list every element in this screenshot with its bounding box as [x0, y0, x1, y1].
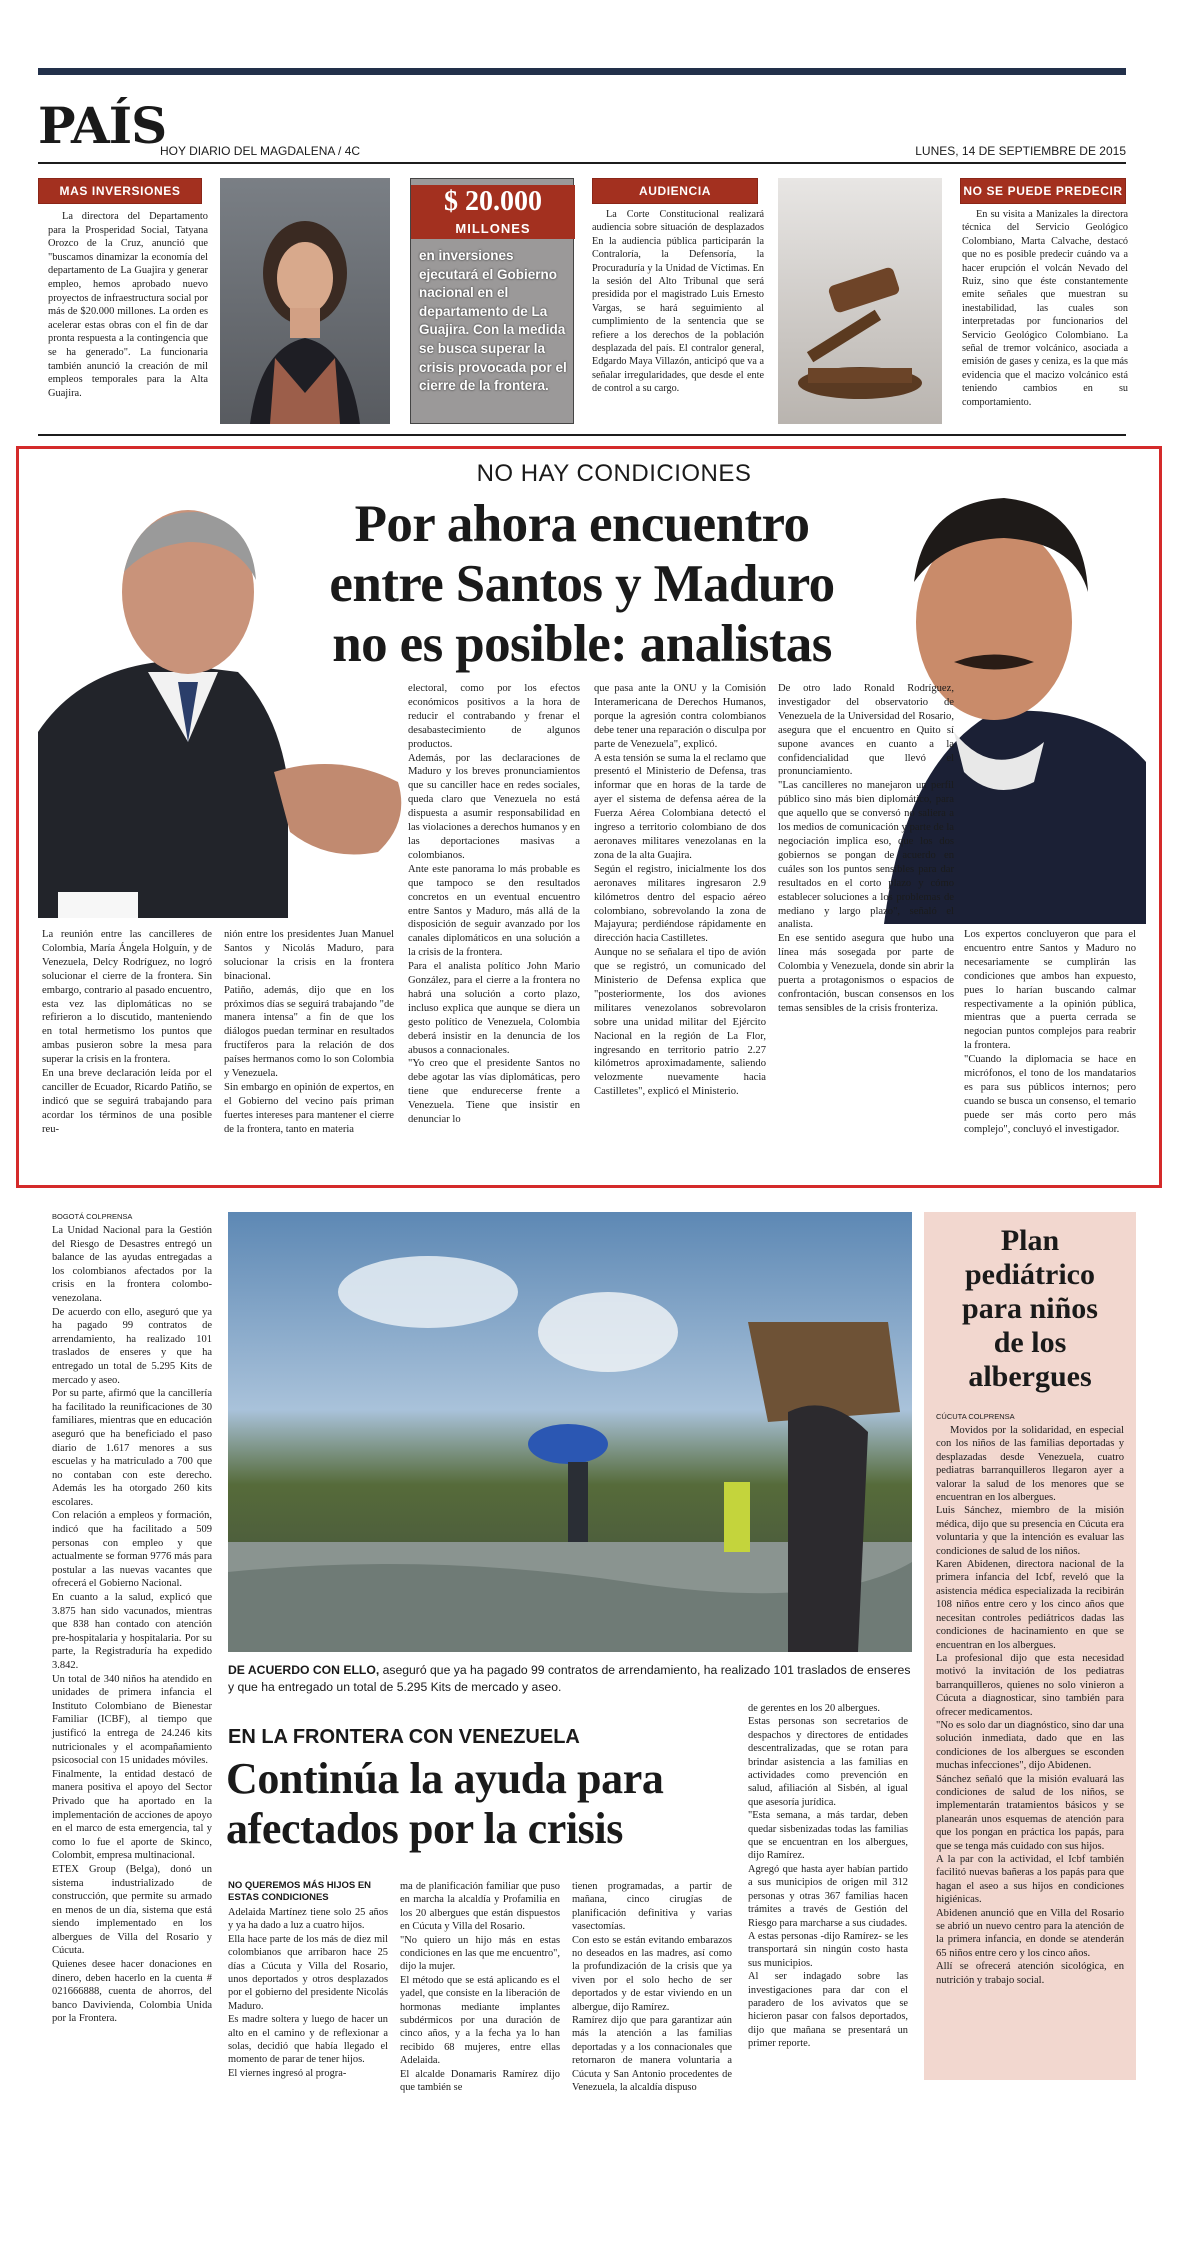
plan-title-line3: para niños [962, 1292, 1098, 1325]
second-col2: ma de planificación familiar que puso en marcha la alcaldía y Profamilia en los 20 albergues que están dispuestos en Cúcuta y Villa del Rosario. "No quiero un hijo más en estas condiciones en las que me encuentro", dijo la mujer. El método que se está aplicando es el yadel, que consiste en la liberación de hormonas mediante implantes subdérmicos por una duración de cinco años, y a la fecha ya lo han recibido 68 mujeres, entre ellas Adelaida. El alcalde Donamaris Ramírez dijo que también se [400, 1881, 560, 2094]
caption-text: aseguró que ya ha pagado 99 contratos de arrendamiento, ha realizado 101 traslados de enseres y que ha entregado un total de 5.295 Kits de mercado y aseo. [228, 1663, 911, 1694]
plan-title-line4: de los [993, 1326, 1067, 1359]
feature-col4: que pasa ante la ONU y la Comisión Interamericana de Derechos Humanos, porque la agresión contra colombianos debe tener una reparación o disculpa por parte de Venezuela", explicó. A esta tensión se suma la el reclamo que presentó el Ministerio de Defensa, tras informar que en horas de la tarde de ayer el sistema de defensa aérea de la Fuerza Aérea Colombiana detectó el ingreso a territorio colombiano de dos aeronaves militares venezolanas en la zona de la alta Guajira. Según el registro, inicialmente los dos aeronaves militares ingresaron 2.9 kilómetros dentro del espacio aéreo colombiano, sobrevolando la zona de Majayura; perdiéndose rápidamente en dirección hacia Castilletes. Aunque no se señalara el tipo de avión que se registró, un comunicado del Ministerio de Defensa explica que "posteriormente, los dos aviones militares venezolanos sobrevolaron sobre una unidad militar del Ejército Nacional en la región de La Flor, ingresando en territorio patrio 2.27 kilómetros aproximadamente, saliendo velozmente nuevamente hacia Castilletes", explicó el Ministerio. [594, 683, 766, 1098]
gavel-photo [778, 178, 942, 424]
millones-text: en inversiones ejecutará el Gobierno nacional en el departamento de La Guajira. Con la medida se busca superar la crisis provocada por el cierre de la frontera. [419, 248, 567, 394]
millones-amount: $ 20.000 [411, 185, 575, 219]
photo-caption [228, 1662, 918, 1696]
plan-sidebar [924, 1212, 1136, 2080]
masthead-rule [38, 162, 1126, 164]
plan-title [924, 1224, 1136, 1394]
feature-col1: La reunión entre las cancilleres de Colombia, María Ángela Holguín, y de Venezuela, Delcy Rodríguez, no logró solucionar el cierre de la frontera. Sin embargo, contrario al pasado encuentro, esta vez las diplomáticas no se refirieron a lo discutido, manteniendo en total hermetismo los puntos que ambas pusieron sobre la mesa para superar la crisis en la frontera. En una breve declaración leída por el canciller de Ecuador, Ricardo Patiño, se indicó que se seguirá trabajando para acordar los términos de una posible reu- [42, 929, 212, 1135]
predecir-tag: NO SE PUEDE PREDECIR [960, 178, 1126, 204]
feature-headline-line2: entre Santos y Maduro [329, 555, 835, 613]
caption-lead: DE ACUERDO CON ELLO, [228, 1663, 380, 1677]
section-title: PAÍS [38, 96, 167, 155]
second-kicker: EN LA FRONTERA CON VENEZUELA [228, 1726, 580, 1748]
top-rule [38, 68, 1126, 75]
border-crossing-photo [228, 1212, 912, 1652]
plan-title-line1: Plan [1000, 1224, 1060, 1257]
inversiones-text: La directora del Departamento para la Prosperidad Social, Tatyana Orozco de la Cruz, anunció que "buscamos dinamizar la economía del departamento de La Guajira y generar empleo, hemos aprobado nuevo proyectos de infraestructura social por más de $20.000 millones. La orden es acelerar estas obras con el fin de dar pronta respuesta a la contingencia que se ha generado". La funcionaria también anunció la creación de mil empleos temporales para la Alta Guajira. [48, 211, 208, 399]
feature-col5: De otro lado Ronald Rodríguez, investigador del observatorio de Venezuela de la Universidad del Rosario, asegura que el encuentro en Quito sí supone avances en cuanto a la confidencialidad que llevó el pronunciamiento. "Las cancilleres no manejaron un perfil público sino más bien diplomático, para que aquello que se conversó no saliera a los medios de comunicación y parte de la negociación implica eso, que los dos gobiernos se pongan de acuerdo en cuáles son los puntos sensibles para dar resultados en el corto plazo y cómo establecer soluciones a los problemas de mediano y largo plazo", señaló el analista. En ese sentido asegura que hubo una línea más sosegada por parte de Colombia y Venezuela, donde sin abrir la puerta a protagonismos o espacios de confrontación, buscan consensos en los temas sensibles de la crisis fronteriza. [778, 683, 954, 1014]
feature-headline-line3: no es posible: analistas [332, 615, 832, 673]
audiencia-tag: AUDIENCIA [592, 178, 758, 204]
audiencia-text: La Corte Constitucional realizará audiencia sobre situación de desplazados En la audiencia pública participarán la Contraloría, la Defensoría, la Procuraduría y la Unidad de Víctimas. En la sesión del Alto Tribunal que será presidida por el magistrado Luis Ernesto Vargas, se hará seguimiento al cumplimiento de la sentencia que se refiere a los derechos de la población desplazada del país. El contralor general, Edgardo Maya Villazón, anticipó que va a señalar irregularidades, que desde el ente de control a su cargo. [592, 209, 764, 395]
feature-kicker: NO HAY CONDICIONES [476, 460, 752, 487]
millones-unit: MILLONES [411, 219, 575, 239]
feature-headline [290, 494, 874, 674]
feature-col3: electoral, como por los efectos económicos positivos a la hora de reducir el contrabando y frenar el desabastecimiento de algunos productos. Además, por las declaraciones de Maduro y los breves pronunciamientos que su canciller hace en redes sociales, queda claro que Venezuela no está dispuesta a asumir responsabilidad en las violaciones a derechos humanos y en las deportaciones masivas a colombianos. Ante este panorama lo más probable es que tampoco se den resultados concretos en un eventual encuentro entre Santos y Maduro, más allá de la disposición de seguir avanzado por los canales diplomáticos en una solución a la crisis de la frontera. Para el analista político John Mario González, para el cierre a la frontera no habrá una solución a corto plazo, incluso explica que aunque se diera un gesto político de Venezuela, Colombia deberá insistir en la denuncia de los abusos a connacionales. "Yo creo que el presidente Santos no debe agotar las vías diplomáticas, pero tiene que endurecerse frente a Venezuela. Tiene que insistir en denunciar lo [408, 683, 580, 1126]
plan-text: Movidos por la solidaridad, en especial con los niños de las familias deportadas y desplazadas desde Venezuela, cuatro pediatras barranquilleros llegaron ayer a valorar la salud de los menores que se encuentran en los albergues. Luis Sánchez, miembro de la misión médica, dijo que su presencia en Cúcuta era voluntaria y que la intención es evaluar las condiciones de salud de los niños. Karen Abidenen, directora nacional de la primera infancia del Icbf, reveló que la asistencia médica especializada la recibirán 108 niños entre cero y los cinco años que necesitan controles pediátricos dadas las condiciones de hacinamiento en que se encuentran en los albergues. La profesional dijo que esta necesidad motivó la invitación de los pediatras barranquilleros, quienes no solo vinieron a Cúcuta a diagnosticar, sino también para ofrecer medicamentos. "No es solo dar un diagnóstico, sino dar una solución inmediata, dado que en las condiciones de los albergues se esconden muchas infecciones", dijo Abidenen. Sánchez señaló que la misión evaluará las condiciones de salud de los niños, se implementarán tratamientos básicos y se planearán unos esquemas de atención para que los pongan en práctica los papás, para que se tenga más cuidado con sus hijos. A la par con la actividad, el Icbf también facilitó nuevas bañeras a los papás para que hagan el aseo a sus hijos en condiciones higiénicas. Abidenen anunció que en Villa del Rosario se abrió un nuevo centro para la atención de la primera infancia, en donde se atenderán 65 niños entre cero y los cinco años. Allí se ofrecerá atención sicológica, en nutrición y trabajo social. [936, 1425, 1124, 1986]
predecir-text: En su visita a Manizales la directora técnica del Servicio Geológico Colombiano, Marta Calvache, destacó que no es posible predecir cuándo va a hacer erupción el volcán Nevado del Ruiz, sino que éste constantemente emite señales que muestran su inestabilidad, las cuales son interpretadas por funcionarios del Servicio Geológico Colombiano. La señal de tremor volcánico, asociada a emisión de gases y ceniza, es la que más evidencia que el macizo volcánico está teniendo cambios en su comportamiento. [962, 209, 1128, 408]
inversiones-tag: MAS INVERSIONES [38, 178, 202, 204]
second-col1: Adelaida Martínez tiene solo 25 años y ya ha dado a luz a cuatro hijos. Ella hace parte de los más de diez mil colombianos que arribaron hace 25 días a Cúcuta y Villa del Rosario, unos deportados y otros desplazados por el gobierno del presidente Nicolás Maduro. Es madre soltera y luego de hacer un alto en el camino y de reflexionar a solas, decidió que había llegado el momento de parar de tener hijos. El viernes ingresó al progra- [228, 1907, 388, 2079]
feature-headline-line1: Por ahora encuentro [354, 495, 810, 553]
feature-col2: nión entre los presidentes Juan Manuel Santos y Nicolás Maduro, para solucionar la crisis en la frontera binacional. Patiño, además, dijo que en los próximos días se seguirá trabajando "de manera intensa" a fin de que los diálogos puedan terminar en resultados fructíferos para la relación de dos países hermanos como lo son Colombia y Venezuela. Sin embargo en opinión de expertos, en el Gobierno del vecino país priman fuertes intereses para mantener el cierre de la frontera, tanto en materia [224, 929, 394, 1135]
second-headline-line1: Continúa la ayuda para [226, 1754, 664, 1803]
plan-byline: CÚCUTA COLPRENSA [936, 1412, 1015, 1421]
second-headline-line2: afectados por la crisis [226, 1804, 623, 1853]
tatyana-photo [220, 178, 390, 424]
second-col4: de gerentes en los 20 albergues. Estas personas son secretarios de despachos y directores de entidades descentralizadas, que se rotan para brindar asistencia a las familias en actividades como prevención en salud, afiliación al Sisbén, al igual que asesoría jurídica. "Esta semana, a más tardar, deben quedar sisbenizadas todas las familias que se encuentran en los albergues, dijo Ramírez. Agregó que hasta ayer habían partido a sus municipios de origen mil 312 personas y otras 367 familias hacen trámites a través de Gestión del Riesgo para marcharse a sus ciudades. A estas personas -dijo Ramírez- se les transportará sin ningún costo hasta sus municipios. Al ser indagado sobre las investigaciones para dar con el paradero de los avivatos que se hicieron pasar con falsos deportados, dijo que mañana se presentará un primer reporte. [748, 1703, 908, 2050]
bottom-left-byline: BOGOTÁ COLPRENSA [52, 1212, 133, 1221]
strip-rule [38, 434, 1126, 436]
plan-title-line2: pediátrico [965, 1258, 1095, 1291]
paper-name: HOY DIARIO DEL MAGDALENA / 4C [160, 144, 361, 158]
issue-date: LUNES, 14 DE SEPTIEMBRE DE 2015 [915, 144, 1126, 158]
millones-box [410, 178, 574, 424]
second-col3: tienen programadas, a partir de mañana, cinco cirugías de planificación definitiva y varias vasectomías. Con esto se están evitando embarazos no deseados en las madres, así como la profundización de la crisis que ya viven por el solo hecho de ser deportados y de estar viviendo en un albergue, dijo Ramírez. Ramírez dijo que para garantizar aún más la atención a las familias deportadas y a los connacionales que retornaron de manera voluntaria a Cúcuta y San Antonio procedentes de Venezuela, la alcaldía dispuso [572, 1881, 732, 2094]
second-subhead: NO QUEREMOS MÁS HIJOS EN ESTAS CONDICIONES [228, 1880, 372, 1903]
plan-title-line5: albergues [968, 1360, 1092, 1393]
bottom-left-text: La Unidad Nacional para la Gestión del Riesgo de Desastres entregó un balance de las ayudas entregadas a los colombianos afectados por la crisis en la frontera colombo-venezolana. De acuerdo con ello, aseguró que ya ha pagado 99 contratos de arrendamiento, ha realizado 101 traslados de enseres y que ha entregado un total de 5.295 Kits de mercado y aseo. Por su parte, afirmó que la cancillería ha facilitado la reunificaciones de 30 familiares, mientras que en educación aseguró que ha beneficiado el paso diario de 1.617 menores a sus escuelas y ha matriculado a 700 que no contaban con este derecho. Además les ha otorgado 260 kits escolares. Con relación a empleos y formación, indicó que ha facilitado a 509 personas con empleo y que actualmente se forman 9776 más para postular a las nuevas vacantes que ofrecerá el Gobierno Nacional. En cuanto a la salud, explicó que 3.875 han sido vacunados, mientras que 838 han contado con atención pre-hospitalaria y hospitalaria. Por su parte, la Registraduría ha expedido 3.842. Un total de 340 niños ha atendido en unidades de primera infancia el Instituto Colombiano de Bienestar Familiar (ICBF), al tiempo que justificó la entrega de 24.246 kits nutricionales y el acompañamiento psicosocial con 15 unidades móviles. Finalmente, la entidad destacó de manera positiva el apoyo del Sector Privado que ha aportado en la implementación de acciones de apoyo en el marco de esta emergencia, tal y como lo fue el aporte de Skinco, Colombit, empresa multinacional. ETEX Group (Belga), donó un sistema industrializado de construcción, que permite su armado en menos de un día, sistema que está siendo implementado en los albergues de Villa del Rosario y Cúcuta. Quienes desee hacer donaciones en dinero, deben hacerlo en la cuenta # 021666888, cuenta de ahorros, del banco Davivienda, Colombia Unida por la Frontera. [52, 1225, 212, 2025]
feature-col6: Los expertos concluyeron que para el encuentro entre Santos y Maduro no necesariamente se cumplirán las condiciones que ambos han expuesto, pues lo harían buscando calmar respectivamente a la opinión pública, mientras que a puerta cerrada se negocian puntos complejos para reabrir la frontera. "Cuando la diplomacia se hace en micrófonos, el tono de los mandatarios es para sus públicos internos; pero cuando se busca un consenso, el temario puede ser más corto pero más complejo", concluyó el investigador. [964, 929, 1136, 1135]
